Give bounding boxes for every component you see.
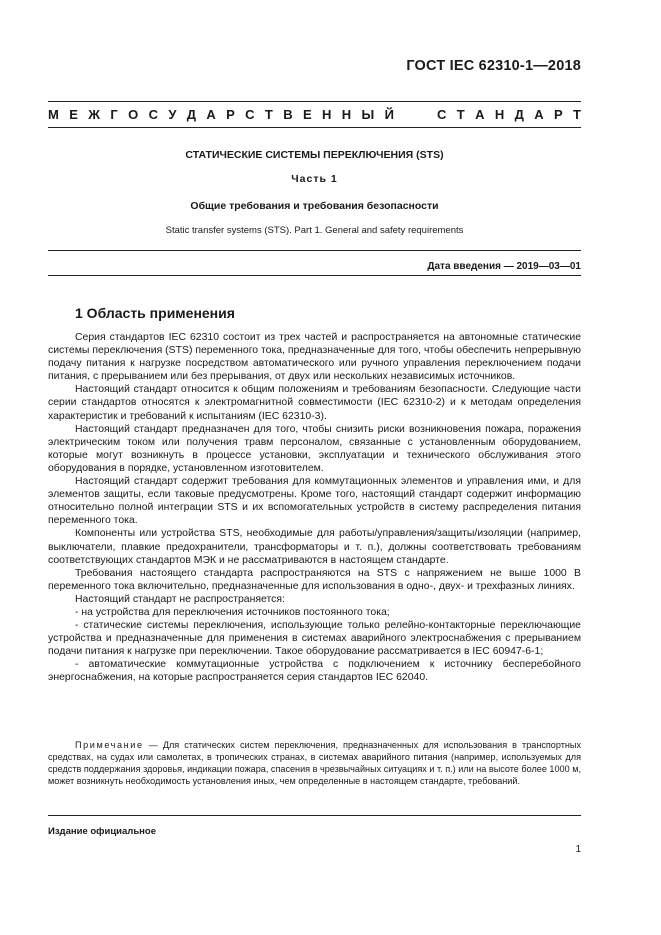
english-title: Static transfer systems (STS). Part 1. General and safety requirements <box>165 225 464 236</box>
top-rule <box>48 101 581 102</box>
heading-letter: Ж <box>88 107 100 122</box>
list-item: - статические системы переключения, использующие только релейно-контакторные переключающие устройства и предназначенные для применения в системах аварийного электроснабжения с прерыванием подачи питания к нагрузке при переключении. Такое оборудование рассматривается в IEC 60947-6-1; <box>48 620 581 658</box>
note-label: Примечание <box>75 740 144 750</box>
heading-letter <box>404 107 410 122</box>
heading-letter: С <box>437 107 447 122</box>
heading-letter: Н <box>322 107 332 122</box>
paragraph: Настоящий стандарт относится к общим положениям и требованиям безопасности. Следующие части серии стандартов относятся к электромагнитной совместимости (IEC 62310-2) и к методам определения характеристик и требований к испытаниям (IEC 62310-3). <box>48 384 581 422</box>
heading-letter: Й <box>384 107 394 122</box>
interstate-standard-heading <box>48 107 581 122</box>
heading-letter: С <box>245 107 255 122</box>
page-number: 1 <box>575 844 581 855</box>
note <box>48 739 581 787</box>
heading-letter: Е <box>302 107 312 122</box>
heading-letter: Е <box>69 107 78 122</box>
heading-letter: О <box>128 107 139 122</box>
standard-code: ГОСТ IEC 62310-1—2018 <box>406 58 581 74</box>
note-text: — Для статических систем переключения, предназначенных для использования в транспортных средствах, на судах или самолетах, в тропических странах, в системах аварийного питания (например, используемых для средств поддержания здоровья, индикации пожара, спасения в чрезвычайных ситуациях и т. п.) или на высоте более 1000 м, может возникнуть необходимость установления иных, чем определенные в настоящем стандарте, требований. <box>48 740 581 786</box>
section-heading: 1 Область применения <box>75 305 235 321</box>
introduction-date: Дата введения — 2019—03—01 <box>427 261 581 272</box>
heading-letter <box>421 107 427 122</box>
section-body <box>48 331 581 685</box>
heading-letter: Т <box>264 107 273 122</box>
heading-letter: Г <box>110 107 118 122</box>
date-rule <box>48 275 581 276</box>
heading-letter: С <box>148 107 158 122</box>
footer-rule <box>48 815 581 816</box>
heading-letter: А <box>534 107 544 122</box>
heading-letter: Д <box>186 107 197 122</box>
paragraph: Настоящий стандарт не распространяется: <box>75 593 285 605</box>
paragraph: Настоящий стандарт предназначен для того, чтобы снизить риски возникновения пожара, поражения электрическим током или получения травм персоналом, связанные с установленным оборудованием, которые могут возникнуть в процессе установки, эксплуатации и технического обслуживания этого оборудования в порядке, установленном изготовителем. <box>48 423 581 474</box>
title-rule <box>48 250 581 251</box>
heading-letter: Р <box>226 107 235 122</box>
heading-letter: Р <box>553 107 563 122</box>
part-title: Часть 1 <box>291 173 338 185</box>
heading-letter: Н <box>494 107 505 122</box>
paragraph: Настоящий стандарт содержит требования для коммутационных элементов и управления ими, и для элементов защиты, если таковые предусмотрены. Кроме того, настоящий стандарт содержит информацию относительно полной интеграции STS и их вспомогательных устройств в систему распределения питания переменного тока. <box>48 476 581 527</box>
heading-letter: А <box>206 107 216 122</box>
document-subtitle: Общие требования и требования безопасности <box>190 200 439 212</box>
heading-letter: Ы <box>361 107 375 122</box>
header-rule <box>48 127 581 128</box>
heading-letter: А <box>475 107 485 122</box>
paragraph: Компоненты или устройства STS, необходимые для работы/управления/защиты/изоляции (например, выключатели, плавкие предохранители, трансформаторы и т. п.), должны соответствовать требованиям соответствующих стандартов МЭК и не рассматриваются в настоящем стандарте. <box>48 528 581 566</box>
list-item: - автоматические коммутационные устройства с подключением к источнику бесперебойного энергоснабжения, на которые распространяется серия стандартов IEC 62040. <box>48 659 581 684</box>
paragraph: Серия стандартов IEC 62310 состоит из трех частей и распространяется на автономные статические системы переключения (STS) переменного тока, предназначенные для того, чтобы обеспечить непрерывную подачу питания к нагрузке посредством автоматического или ручного управления переключением подачи питания, с прерыванием или без прерывания, от двух или нескольких независимых источников. <box>48 332 581 383</box>
document-title: СТАТИЧЕСКИЕ СИСТЕМЫ ПЕРЕКЛЮЧЕНИЯ (STS) <box>185 149 444 161</box>
heading-letter: М <box>48 107 59 122</box>
heading-letter: Т <box>573 107 581 122</box>
list-item: - на устройства для переключения источников постоянного тока; <box>75 606 390 618</box>
heading-letter: Н <box>341 107 352 122</box>
edition-label: Издание официальное <box>48 826 156 837</box>
heading-letter: Т <box>456 107 465 122</box>
heading-letter: В <box>283 107 293 122</box>
heading-letter: Д <box>514 107 524 122</box>
heading-letter: У <box>168 107 177 122</box>
paragraph: Требования настоящего стандарта распространяются на STS с напряжением не выше 1000 В переменного тока включительно, предназначенные для использования в одно-, двух- и трехфазных линиях. <box>48 567 581 592</box>
